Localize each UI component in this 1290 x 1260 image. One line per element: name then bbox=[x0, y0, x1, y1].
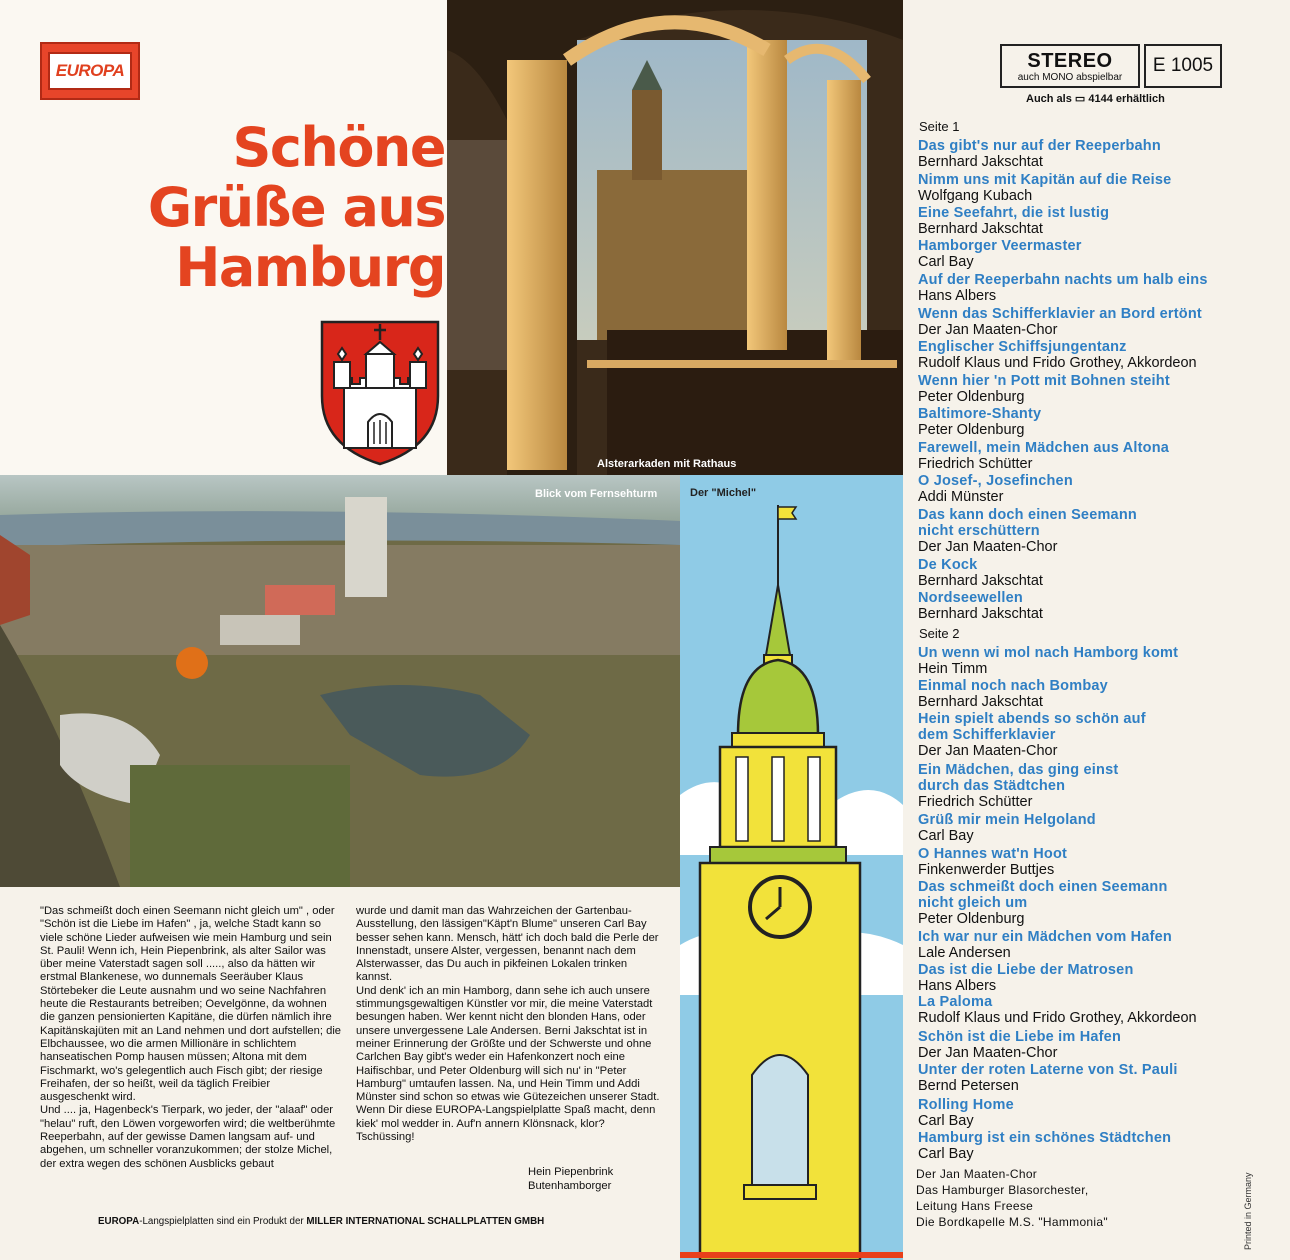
track-artist: Bernhard Jakschtat bbox=[918, 221, 1043, 237]
liner-notes-right: wurde und damit man das Wahrzeichen der Gartenbau-Ausstellung, den lässigen"Käpt'n Blume" unseren Carl Bay besser sehen kann. Mensch, hätt' ich doch bald die Perle der Innenstadt, unsere Alster, vergessen, benannt nach dem Alsterwasser, das Du auch in pikfeinen Lokalen trinken kannst. Und denk' ich an min Hamborg, dann sehe ich auch unsere stimmungsgewaltigen Künstler vor mir, die meine Vaterstadt besungen haben. Wer kennt nicht den blonden Hans, oder unsere unvergessene Lale Andersen. Berni Jakschtat ist in meiner Erinnerung der Größte und der Schwerste und ohne Carlchen Bay gibt's weder ein Hafenkonzert noch eine Haifischbar, und Peter Oldenburg will sich nu' in "Peter Hamburg" umtaufen lassen. Na, und Hein Timm und Addi Münster sind schon so etwas wie Gütezeichen unserer Stadt. Wenn Dir diese EUROPA-Langspielplatte Spaß macht, denn kiek' mol wedder in. Auf'n annern Klönsnack, klor? Tschüssing! bbox=[356, 905, 660, 1144]
track-artist: Peter Oldenburg bbox=[918, 911, 1025, 927]
track-side2-10 bbox=[918, 994, 1258, 1026]
track-side2-3 bbox=[918, 711, 1148, 759]
track-title: Wenn hier 'n Pott mit Bohnen steiht bbox=[918, 373, 1170, 389]
also-available-note: Auch als ▭ 4144 erhältlich bbox=[1026, 93, 1165, 105]
track-artist: Peter Oldenburg bbox=[918, 422, 1025, 438]
track-title: Unter der roten Laterne von St. Pauli bbox=[918, 1062, 1178, 1078]
catalog-number: E 1005 bbox=[1144, 44, 1222, 88]
track-side2-6 bbox=[918, 846, 1258, 878]
track-title: Ein Mädchen, das ging einst durch das Städtchen bbox=[918, 762, 1119, 794]
credit-line: Der Jan Maaten-Chor bbox=[916, 1167, 1038, 1181]
track-title: Eine Seefahrt, die ist lustig bbox=[918, 205, 1110, 221]
mono-note: auch MONO abspielbar bbox=[1017, 72, 1123, 83]
track-artist: Bernhard Jakschtat bbox=[918, 606, 1043, 622]
track-side2-11 bbox=[918, 1029, 1258, 1061]
track-artist: Carl Bay bbox=[918, 828, 974, 844]
title-line-2: Grüße aus bbox=[147, 176, 445, 239]
track-title: Hamburg ist ein schönes Städtchen bbox=[918, 1130, 1172, 1146]
track-title: Das ist die Liebe der Matrosen bbox=[918, 962, 1134, 978]
track-title: Baltimore-Shanty bbox=[918, 406, 1042, 422]
europa-logo-text: EUROPA bbox=[55, 61, 125, 80]
track-side1-6 bbox=[918, 306, 1258, 338]
track-title: Englischer Schiffsjungentanz bbox=[918, 339, 1127, 355]
stereo-label-box bbox=[1000, 44, 1140, 88]
track-artist: Carl Bay bbox=[918, 1113, 974, 1129]
credit-line: Leitung Hans Freese bbox=[916, 1199, 1034, 1213]
track-artist: Hein Timm bbox=[918, 661, 988, 677]
footer-company: MILLER INTERNATIONAL SCHALLPLATTEN GMBH bbox=[306, 1216, 545, 1227]
track-title: La Paloma bbox=[918, 994, 993, 1010]
track-title: Farewell, mein Mädchen aus Altona bbox=[918, 440, 1170, 456]
credit-line: Das Hamburger Blasorchester, bbox=[916, 1183, 1089, 1197]
track-side1-12 bbox=[918, 507, 1168, 555]
caption-michel: Der "Michel" bbox=[690, 487, 757, 499]
track-side1-1 bbox=[918, 138, 1258, 170]
track-side2-8 bbox=[918, 929, 1258, 961]
track-title: Wenn das Schifferklavier an Bord ertönt bbox=[918, 306, 1202, 322]
track-artist: Bernd Petersen bbox=[918, 1078, 1019, 1094]
track-title: Einmal noch nach Bombay bbox=[918, 678, 1108, 694]
track-artist: Rudolf Klaus und Frido Grothey, Akkordeon bbox=[918, 1010, 1197, 1026]
track-side1-5 bbox=[918, 272, 1258, 304]
track-title: Un wenn wi mol nach Hamborg komt bbox=[918, 645, 1179, 661]
track-title: Ich war nur ein Mädchen vom Hafen bbox=[918, 929, 1172, 945]
track-side2-2 bbox=[918, 678, 1258, 710]
track-side1-2 bbox=[918, 172, 1258, 204]
aerial-photo-art bbox=[0, 475, 680, 887]
signature-subtitle: Butenhamborger bbox=[528, 1179, 612, 1192]
track-artist: Bernhard Jakschtat bbox=[918, 573, 1043, 589]
hamburg-coat-of-arms-icon bbox=[318, 318, 442, 466]
michel-illustration-panel bbox=[680, 475, 903, 1260]
format-box bbox=[1000, 44, 1224, 90]
track-title: Schön ist die Liebe im Hafen bbox=[918, 1029, 1121, 1045]
title-line-3: Hamburg bbox=[175, 236, 445, 299]
europa-logo bbox=[40, 42, 140, 100]
track-title: Das kann doch einen Seemann nicht erschüttern bbox=[918, 507, 1137, 539]
track-artist: Der Jan Maaten-Chor bbox=[918, 539, 1058, 555]
track-side1-11 bbox=[918, 473, 1258, 505]
track-side1-10 bbox=[918, 440, 1258, 472]
track-title: Nordseewellen bbox=[918, 590, 1023, 606]
footer-brand: EUROPA bbox=[98, 1216, 140, 1227]
side-2-label: Seite 2 bbox=[919, 626, 960, 641]
track-artist: Friedrich Schütter bbox=[918, 456, 1033, 472]
track-artist: Hans Albers bbox=[918, 978, 997, 994]
track-artist: Lale Andersen bbox=[918, 945, 1011, 961]
signature bbox=[528, 1166, 613, 1193]
michel-tower-illustration bbox=[680, 475, 903, 1260]
track-title: De Kock bbox=[918, 557, 978, 573]
track-title: Rolling Home bbox=[918, 1097, 1014, 1113]
printed-in-text: Printed in Germany bbox=[1243, 1172, 1253, 1250]
track-side1-8 bbox=[918, 373, 1258, 405]
caption-alsterarkaden: Alsterarkaden mit Rathaus bbox=[597, 458, 737, 470]
track-artist: Wolfgang Kubach bbox=[918, 188, 1033, 204]
track-artist: Rudolf Klaus und Frido Grothey, Akkordeon bbox=[918, 355, 1197, 371]
track-artist: Bernhard Jakschtat bbox=[918, 154, 1043, 170]
liner-notes-left: "Das schmeißt doch einen Seemann nicht gleich um" , oder "Schön ist die Liebe im Hafen" , ja, welche Stadt kann so viele schöne Lieder aufweisen wie mein Hamburg und sein St. Pauli! Wenn ich, Hein Piepenbrink, als alter Sailor was über meine Vaterstadt sagen soll ....., also da hätten wir erstmal Blankenese, wo dunnemals Seeräuber Klaus Störtebeker die Leute ausnahm und wo seine Nachfahren heute die Restaurants betreiben; Oevelgönne, da wohnen die ganzen pensionierten Kapitäne, die dürfen nämlich ihre Kapitänskajüten mit an Land nehmen und dort aufstellen; die Elbchaussee, wo die armen Millionäre in schlichtem hanseatischen Pomp hausen müssen; Altona mit dem Fischmarkt, wo's gelegentlich auch Fisch gibt; der riesige Freihafen, der so heißt, weil da täglich Freibier ausgeschenkt wird. Und .... ja, Hagenbeck's Tierpark, wo jeder, der "alaaf" oder "helau" ruft, den Löwen vorgeworfen wird; die weltberühmte Reeperbahn, auf der gewisse Damen langsam auf- und abgehen, um schneller voranzukommen; der stolze Michel, der extra wegen des schönen Ausblicks gebaut bbox=[40, 905, 342, 1170]
track-title: O Hannes wat'n Hoot bbox=[918, 846, 1068, 862]
stereo-label: STEREO bbox=[1027, 50, 1113, 72]
performer-credits bbox=[916, 1166, 1108, 1230]
track-title: Das gibt's nur auf der Reeperbahn bbox=[918, 138, 1161, 154]
track-artist: Der Jan Maaten-Chor bbox=[918, 743, 1058, 759]
track-title: Hamborger Veermaster bbox=[918, 238, 1082, 254]
caption-fernsehturm: Blick vom Fernsehturm bbox=[535, 488, 658, 500]
track-artist: Carl Bay bbox=[918, 1146, 974, 1162]
track-artist: Addi Münster bbox=[918, 489, 1004, 505]
track-side2-13 bbox=[918, 1097, 1258, 1129]
track-artist: Der Jan Maaten-Chor bbox=[918, 322, 1058, 338]
track-side2-7 bbox=[918, 879, 1188, 927]
side-1-label: Seite 1 bbox=[919, 119, 960, 134]
track-artist: Peter Oldenburg bbox=[918, 389, 1025, 405]
track-side1-14 bbox=[918, 590, 1258, 622]
credit-line: Die Bordkapelle M.S. "Hammonia" bbox=[916, 1215, 1108, 1229]
track-side2-14 bbox=[918, 1130, 1258, 1162]
alsterarkaden-photo-art bbox=[447, 0, 903, 475]
track-title: Das schmeißt doch einen Seemann nicht gleich um bbox=[918, 879, 1168, 911]
track-title: Nimm uns mit Kapitän auf die Reise bbox=[918, 172, 1172, 188]
track-artist: Hans Albers bbox=[918, 288, 997, 304]
track-title: O Josef-, Josefinchen bbox=[918, 473, 1073, 489]
track-artist: Friedrich Schütter bbox=[918, 794, 1033, 810]
track-side1-4 bbox=[918, 238, 1258, 270]
track-artist: Der Jan Maaten-Chor bbox=[918, 1045, 1058, 1061]
track-side1-13 bbox=[918, 557, 1258, 589]
track-side2-9 bbox=[918, 962, 1258, 994]
track-title: Auf der Reeperbahn nachts um halb eins bbox=[918, 272, 1208, 288]
footer-note bbox=[98, 1216, 544, 1227]
album-title bbox=[115, 118, 445, 298]
track-side1-7 bbox=[918, 339, 1258, 371]
photo-alsterarkaden bbox=[447, 0, 903, 475]
title-line-1: Schöne bbox=[232, 116, 445, 179]
track-artist: Carl Bay bbox=[918, 254, 974, 270]
track-side2-5 bbox=[918, 812, 1258, 844]
signature-name: Hein Piepenbrink bbox=[528, 1166, 614, 1178]
track-artist: Bernhard Jakschtat bbox=[918, 694, 1043, 710]
track-side1-3 bbox=[918, 205, 1258, 237]
photo-aerial-view bbox=[0, 475, 680, 887]
track-side2-12 bbox=[918, 1062, 1258, 1094]
track-title: Hein spielt abends so schön auf dem Schifferklavier bbox=[918, 711, 1146, 743]
track-side1-9 bbox=[918, 406, 1258, 438]
track-side2-1 bbox=[918, 645, 1258, 677]
footer-text: -Langspielplatten sind ein Produkt der bbox=[139, 1216, 307, 1227]
track-side2-4 bbox=[918, 762, 1148, 810]
track-artist: Finkenwerder Buttjes bbox=[918, 862, 1055, 878]
track-title: Grüß mir mein Helgoland bbox=[918, 812, 1096, 828]
printed-in-note bbox=[1243, 1130, 1257, 1250]
